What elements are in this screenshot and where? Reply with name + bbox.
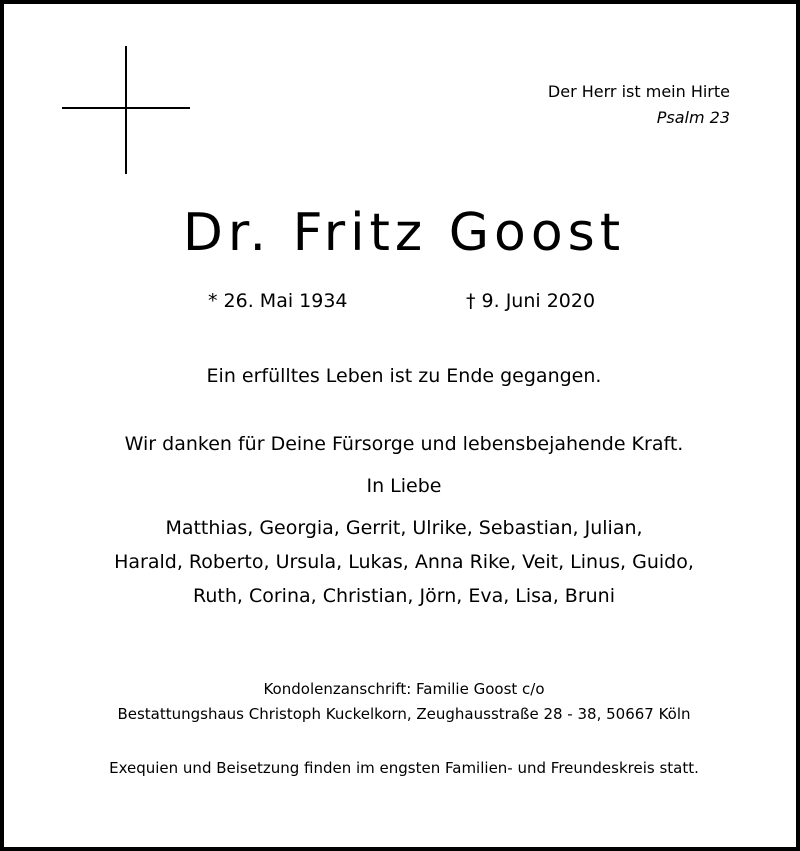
death-date: † 9. Juni 2020 <box>466 290 596 312</box>
deceased-name: Dr. Fritz Goost <box>182 203 626 263</box>
in-love-label: In Liebe <box>366 475 442 497</box>
cross-icon <box>62 46 190 174</box>
thanks-statement: Wir danken für Deine Fürsorge und lebensbejahende Kraft. <box>124 433 684 455</box>
family-names-line: Ruth, Corina, Christian, Jörn, Eva, Lisa, Bruni <box>193 585 615 607</box>
cross-vertical-bar <box>125 46 127 174</box>
funeral-note: Exequien und Beisetzung finden im engsten Familien- und Freundeskreis statt. <box>109 759 699 777</box>
cross-horizontal-bar <box>62 107 190 109</box>
birth-date: * 26. Mai 1934 <box>208 290 348 312</box>
motto-reference: Psalm 23 <box>656 108 730 127</box>
condolence-address-line: Kondolenzanschrift: Familie Goost c/o <box>263 680 545 698</box>
motto-text: Der Herr ist mein Hirte <box>547 82 730 101</box>
life-statement: Ein erfülltes Leben ist zu Ende gegangen. <box>206 365 602 387</box>
motto <box>548 79 730 131</box>
family-names-line: Harald, Roberto, Ursula, Lukas, Anna Rike, Veit, Linus, Guido, <box>114 551 694 573</box>
family-names-line: Matthias, Georgia, Gerrit, Ulrike, Sebastian, Julian, <box>165 517 643 539</box>
condolence-address-line: Bestattungshaus Christoph Kuckelkorn, Zeughausstraße 28 - 38, 50667 Köln <box>117 705 691 723</box>
